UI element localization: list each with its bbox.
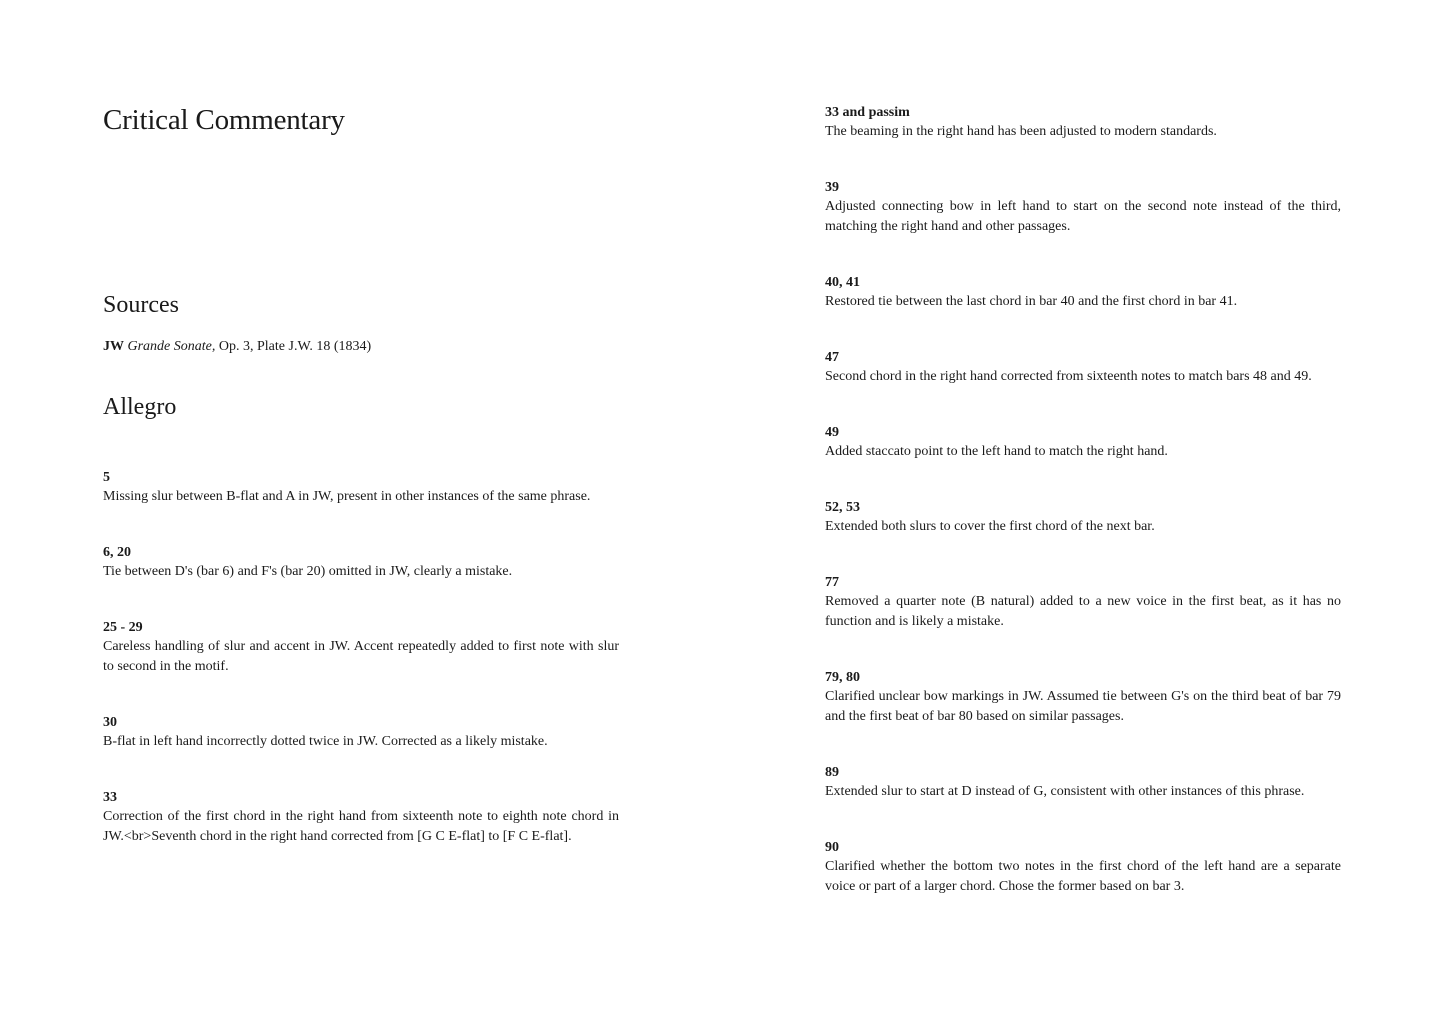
entry-text: Clarified unclear bow markings in JW. Assumed tie between G's on the third beat of bar 79 and the first beat of bar 80 based on similar passages. [825,689,1341,724]
entry-bar-number: 30 [103,715,117,730]
entry-text: The beaming in the right hand has been adjusted to modern standards. [825,124,1217,139]
entry-text: Correction of the first chord in the right hand from sixteenth note to eighth note chord in JW.<br>Seventh chord in the right hand corrected from [G C E-flat] to [F C E-flat]. [103,809,619,844]
entry-text: Tie between D's (bar 6) and F's (bar 20) omitted in JW, clearly a mistake. [103,564,513,579]
entry-text: B-flat in left hand incorrectly dotted twice in JW. Corrected as a likely mistake. [103,734,548,749]
commentary-entry [825,103,1341,142]
entry-bar-number: 89 [825,765,839,780]
entry-bar-number: 47 [825,350,839,365]
sources-heading: Sources [103,292,179,318]
commentary-entry [103,468,619,507]
page-title: Critical Commentary [103,104,345,136]
entry-bar-number: 33 [103,790,117,805]
entry-bar-number: 49 [825,425,839,440]
commentary-entry [103,788,619,846]
source-details: Op. 3, Plate J.W. 18 (1834) [218,339,372,354]
commentary-entry [825,348,1341,387]
entry-text: Extended slur to start at D instead of G, consistent with other instances of this phrase. [825,784,1305,799]
source-siglum: JW [103,339,124,354]
entry-bar-number: 90 [825,840,839,855]
entry-bar-number: 25 - 29 [103,620,143,635]
commentary-entry [103,713,619,752]
entry-text: Missing slur between B-flat and A in JW, present in other instances of the same phrase. [103,489,591,504]
entry-bar-number: 77 [825,575,839,590]
entry-text: Second chord in the right hand corrected from sixteenth notes to match bars 48 and 49. [825,369,1312,384]
entry-text: Extended both slurs to cover the first chord of the next bar. [825,519,1155,534]
entry-bar-number: 5 [103,470,110,485]
entry-bar-number: 6, 20 [103,545,131,560]
commentary-entry [825,273,1341,312]
commentary-entry [825,178,1341,236]
commentary-entry [825,423,1341,462]
commentary-entry [103,543,619,582]
commentary-entry [825,668,1341,726]
commentary-entry [825,573,1341,631]
source-entry [103,337,371,356]
commentary-entry [103,618,619,676]
entry-text: Clarified whether the bottom two notes in the first chord of the left hand are a separate voice or part of a larger chord. Chose the former based on bar 3. [825,859,1341,894]
commentary-entry [825,498,1341,537]
entry-bar-number: 40, 41 [825,275,860,290]
entry-bar-number: 52, 53 [825,500,860,515]
source-work-title: Grande Sonate, [127,339,216,354]
entry-text: Added staccato point to the left hand to match the right hand. [825,444,1168,459]
entry-bar-number: 33 and passim [825,105,910,120]
entry-text: Removed a quarter note (B natural) added to a new voice in the first beat, as it has no function and is likely a mistake. [825,594,1341,629]
entry-text: Careless handling of slur and accent in JW. Accent repeatedly added to first note with slur to second in the motif. [103,639,619,674]
entry-bar-number: 39 [825,180,839,195]
entry-bar-number: 79, 80 [825,670,860,685]
entry-text: Restored tie between the last chord in bar 40 and the first chord in bar 41. [825,294,1238,309]
commentary-entry [825,763,1341,802]
commentary-entry [825,838,1341,896]
entry-text: Adjusted connecting bow in left hand to start on the second note instead of the third, matching the right hand and other passages. [825,199,1341,234]
movement-heading: Allegro [103,394,177,420]
